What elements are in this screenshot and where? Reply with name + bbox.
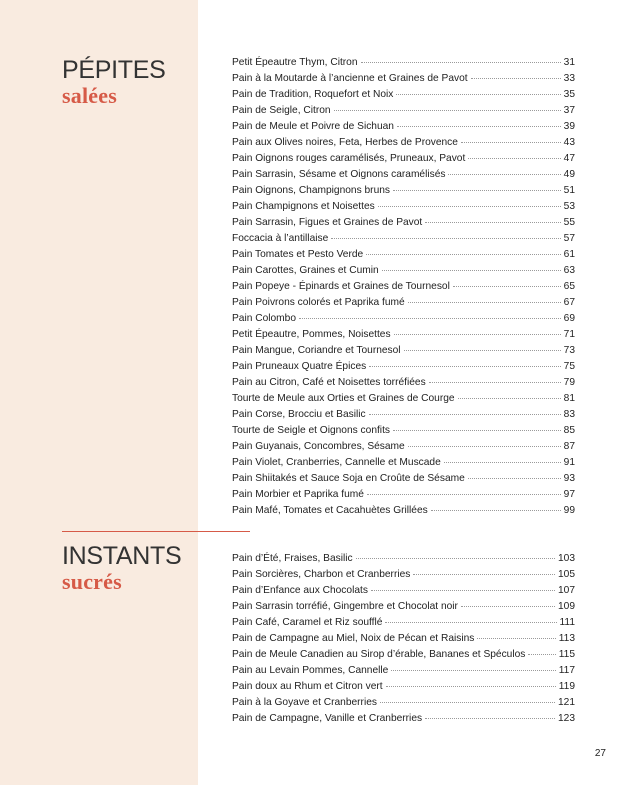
toc-leader-dots bbox=[371, 590, 555, 591]
toc-entry-title: Pain Poivrons colorés et Paprika fumé bbox=[232, 297, 405, 308]
toc-leader-dots bbox=[461, 606, 555, 607]
toc-entry-title: Pain Mangue, Coriandre et Tournesol bbox=[232, 345, 401, 356]
toc-entry-page: 33 bbox=[563, 73, 575, 84]
toc-entry-page: 103 bbox=[558, 553, 575, 564]
toc-entry-title: Foccacia à l’antillaise bbox=[232, 233, 329, 244]
toc-leader-dots bbox=[369, 366, 560, 367]
toc-leader-dots bbox=[408, 302, 561, 303]
side-panel bbox=[0, 0, 198, 785]
toc-entry[interactable] bbox=[232, 631, 575, 647]
section-heading-pepites bbox=[62, 57, 166, 108]
toc-leader-dots bbox=[425, 222, 560, 223]
toc-entry[interactable] bbox=[232, 567, 575, 583]
toc-entry[interactable] bbox=[232, 151, 575, 167]
toc-entry-title: Pain à la Goyave et Cranberries bbox=[232, 697, 377, 708]
toc-leader-dots bbox=[396, 94, 560, 95]
toc-entry-page: 119 bbox=[558, 681, 575, 692]
toc-entry-title: Pain Corse, Brocciu et Basilic bbox=[232, 409, 366, 420]
toc-entry-title: Pain d’Enfance aux Chocolats bbox=[232, 585, 368, 596]
toc-entry[interactable] bbox=[232, 103, 575, 119]
toc-leader-dots bbox=[429, 382, 561, 383]
toc-leader-dots bbox=[477, 638, 555, 639]
toc-entry-title: Pain de Meule Canadien au Sirop d’érable, Bananes et Spéculos bbox=[232, 649, 526, 660]
toc-leader-dots bbox=[468, 478, 561, 479]
toc-entry[interactable] bbox=[232, 679, 575, 695]
toc-entry[interactable] bbox=[232, 279, 575, 295]
toc-entry-page: 121 bbox=[558, 697, 575, 708]
toc-leader-dots bbox=[461, 142, 561, 143]
toc-entry-title: Tourte de Seigle et Oignons confits bbox=[232, 425, 390, 436]
section-subtitle: salées bbox=[62, 83, 117, 108]
toc-entry-title: Pain aux Olives noires, Feta, Herbes de Provence bbox=[232, 137, 458, 148]
page-number: 27 bbox=[594, 748, 606, 759]
section-title: PÉPITES bbox=[62, 56, 166, 84]
toc-entry-page: 97 bbox=[563, 489, 575, 500]
toc-entry-page: 39 bbox=[563, 121, 575, 132]
toc-leader-dots bbox=[385, 622, 556, 623]
toc-entry[interactable] bbox=[232, 551, 575, 567]
toc-entry-title: Pain Popeye - Épinards et Graines de Tournesol bbox=[232, 281, 450, 292]
toc-entry[interactable] bbox=[232, 503, 575, 519]
toc-leader-dots bbox=[397, 126, 561, 127]
toc-leader-dots bbox=[334, 110, 561, 111]
toc-entry-page: 53 bbox=[563, 201, 575, 212]
toc-leader-dots bbox=[361, 62, 561, 63]
toc-entry-title: Pain Shiitakés et Sauce Soja en Croûte de Sésame bbox=[232, 473, 465, 484]
toc-entry-title: Pain de Campagne, Vanille et Cranberries bbox=[232, 713, 423, 724]
toc-entry[interactable] bbox=[232, 711, 575, 727]
toc-entry-page: 93 bbox=[563, 473, 575, 484]
toc-entry[interactable] bbox=[232, 391, 575, 407]
toc-entry-title: Pain Morbier et Paprika fumé bbox=[232, 489, 364, 500]
toc-leader-dots bbox=[356, 558, 555, 559]
toc-entry[interactable] bbox=[232, 311, 575, 327]
toc-entry-page: 117 bbox=[558, 665, 575, 676]
toc-entry[interactable] bbox=[232, 599, 575, 615]
toc-entry-page: 99 bbox=[563, 505, 575, 516]
toc-entry-title: Pain au Citron, Café et Noisettes torréfiées bbox=[232, 377, 426, 388]
toc-leader-dots bbox=[471, 78, 561, 79]
toc-entry-title: Pain Oignons rouges caramélisés, Pruneaux, Pavot bbox=[232, 153, 466, 164]
toc-entry-title: Pain Sarrasin torréfié, Gingembre et Chocolat noir bbox=[232, 601, 458, 612]
toc-entry-page: 55 bbox=[563, 217, 575, 228]
toc-entry[interactable] bbox=[232, 375, 575, 391]
toc-leader-dots bbox=[425, 718, 555, 719]
toc-entry[interactable] bbox=[232, 87, 575, 103]
toc-leader-dots bbox=[393, 190, 561, 191]
toc-entry-title: Pain de Meule et Poivre de Sichuan bbox=[232, 121, 394, 132]
toc-entry-title: Tourte de Meule aux Orties et Graines de Courge bbox=[232, 393, 455, 404]
toc-entry-title: Pain Carottes, Graines et Cumin bbox=[232, 265, 379, 276]
toc-entry[interactable] bbox=[232, 407, 575, 423]
toc-entry[interactable] bbox=[232, 455, 575, 471]
toc-entry-page: 61 bbox=[563, 249, 575, 260]
toc-entry[interactable] bbox=[232, 327, 575, 343]
toc-leader-dots bbox=[394, 334, 561, 335]
toc-list-pepites bbox=[232, 55, 575, 519]
toc-leader-dots bbox=[448, 174, 560, 175]
toc-leader-dots bbox=[378, 206, 561, 207]
toc-entry-page: 37 bbox=[563, 105, 575, 116]
toc-entry-page: 115 bbox=[558, 649, 575, 660]
toc-leader-dots bbox=[331, 238, 560, 239]
toc-entry-title: Pain à la Moutarde à l’ancienne et Graines de Pavot bbox=[232, 73, 468, 84]
toc-leader-dots bbox=[408, 446, 561, 447]
toc-leader-dots bbox=[369, 414, 561, 415]
toc-entry-page: 79 bbox=[563, 377, 575, 388]
toc-entry-title: Pain Mafé, Tomates et Cacahuètes Grillées bbox=[232, 505, 428, 516]
toc-entry-page: 107 bbox=[558, 585, 575, 596]
toc-entry-page: 47 bbox=[563, 153, 575, 164]
toc-entry-page: 31 bbox=[563, 57, 575, 68]
toc-entry[interactable] bbox=[232, 71, 575, 87]
toc-entry[interactable] bbox=[232, 343, 575, 359]
toc-entry[interactable] bbox=[232, 663, 575, 679]
toc-list-instants bbox=[232, 551, 575, 727]
toc-leader-dots bbox=[453, 286, 561, 287]
toc-entry[interactable] bbox=[232, 199, 575, 215]
toc-entry-title: Pain de Seigle, Citron bbox=[232, 105, 331, 116]
toc-entry[interactable] bbox=[232, 183, 575, 199]
toc-entry-page: 67 bbox=[563, 297, 575, 308]
toc-leader-dots bbox=[366, 254, 560, 255]
toc-leader-dots bbox=[391, 670, 555, 671]
toc-entry-page: 69 bbox=[563, 313, 575, 324]
toc-leader-dots bbox=[431, 510, 561, 511]
toc-entry-title: Pain Champignons et Noisettes bbox=[232, 201, 375, 212]
toc-leader-dots bbox=[468, 158, 560, 159]
toc-entry-page: 83 bbox=[563, 409, 575, 420]
toc-entry-title: Pain Sorcières, Charbon et Cranberries bbox=[232, 569, 411, 580]
toc-entry-page: 75 bbox=[563, 361, 575, 372]
toc-entry-page: 51 bbox=[563, 185, 575, 196]
toc-entry-title: Pain Sarrasin, Sésame et Oignons caramélisés bbox=[232, 169, 446, 180]
toc-entry[interactable] bbox=[232, 55, 575, 71]
toc-entry[interactable] bbox=[232, 167, 575, 183]
section-divider bbox=[62, 531, 250, 532]
toc-entry-page: 63 bbox=[563, 265, 575, 276]
toc-leader-dots bbox=[367, 494, 561, 495]
toc-leader-dots bbox=[413, 574, 555, 575]
toc-leader-dots bbox=[404, 350, 561, 351]
toc-entry-title: Pain d’Été, Fraises, Basilic bbox=[232, 553, 353, 564]
toc-leader-dots bbox=[528, 654, 555, 655]
toc-entry-page: 81 bbox=[563, 393, 575, 404]
section-subtitle: sucrés bbox=[62, 569, 122, 594]
toc-entry-title: Pain Violet, Cranberries, Cannelle et Muscade bbox=[232, 457, 441, 468]
toc-entry-title: Pain Café, Caramel et Riz soufflé bbox=[232, 617, 383, 628]
toc-entry-page: 57 bbox=[563, 233, 575, 244]
toc-entry-title: Pain Oignons, Champignons bruns bbox=[232, 185, 391, 196]
toc-entry[interactable] bbox=[232, 583, 575, 599]
toc-entry-title: Pain doux au Rhum et Citron vert bbox=[232, 681, 383, 692]
toc-leader-dots bbox=[393, 430, 561, 431]
toc-entry[interactable] bbox=[232, 471, 575, 487]
toc-entry[interactable] bbox=[232, 359, 575, 375]
toc-entry-page: 65 bbox=[563, 281, 575, 292]
toc-entry-page: 35 bbox=[563, 89, 575, 100]
toc-leader-dots bbox=[386, 686, 556, 687]
toc-entry[interactable] bbox=[232, 647, 575, 663]
toc-entry-page: 105 bbox=[558, 569, 575, 580]
toc-entry[interactable] bbox=[232, 439, 575, 455]
toc-entry[interactable] bbox=[232, 423, 575, 439]
toc-leader-dots bbox=[458, 398, 561, 399]
toc-entry-title: Pain Tomates et Pesto Verde bbox=[232, 249, 364, 260]
toc-entry[interactable] bbox=[232, 247, 575, 263]
toc-entry-page: 71 bbox=[563, 329, 575, 340]
toc-entry-title: Pain Pruneaux Quatre Épices bbox=[232, 361, 367, 372]
toc-entry[interactable] bbox=[232, 487, 575, 503]
toc-entry[interactable] bbox=[232, 263, 575, 279]
toc-entry[interactable] bbox=[232, 295, 575, 311]
toc-entry-page: 43 bbox=[563, 137, 575, 148]
toc-entry[interactable] bbox=[232, 231, 575, 247]
toc-leader-dots bbox=[299, 318, 561, 319]
section-heading-instants bbox=[62, 543, 181, 594]
toc-entry-page: 109 bbox=[558, 601, 575, 612]
toc-entry-title: Pain de Tradition, Roquefort et Noix bbox=[232, 89, 394, 100]
toc-entry-page: 113 bbox=[558, 633, 575, 644]
toc-leader-dots bbox=[444, 462, 561, 463]
toc-leader-dots bbox=[382, 270, 561, 271]
toc-entry[interactable] bbox=[232, 215, 575, 231]
toc-entry-page: 85 bbox=[563, 425, 575, 436]
toc-entry-title: Pain Colombo bbox=[232, 313, 296, 324]
toc-entry-page: 123 bbox=[558, 713, 575, 724]
toc-entry[interactable] bbox=[232, 135, 575, 151]
section-title: INSTANTS bbox=[62, 542, 182, 570]
toc-entry-title: Petit Épeautre Thym, Citron bbox=[232, 57, 358, 68]
toc-entry-page: 49 bbox=[563, 169, 575, 180]
toc-entry-title: Pain au Levain Pommes, Cannelle bbox=[232, 665, 389, 676]
toc-entry[interactable] bbox=[232, 615, 575, 631]
toc-leader-dots bbox=[380, 702, 555, 703]
toc-entry-title: Petit Épeautre, Pommes, Noisettes bbox=[232, 329, 391, 340]
toc-entry-title: Pain de Campagne au Miel, Noix de Pécan et Raisins bbox=[232, 633, 475, 644]
toc-entry-page: 111 bbox=[559, 617, 575, 628]
toc-entry-title: Pain Guyanais, Concombres, Sésame bbox=[232, 441, 405, 452]
toc-entry[interactable] bbox=[232, 119, 575, 135]
toc-entry[interactable] bbox=[232, 695, 575, 711]
toc-entry-page: 91 bbox=[563, 457, 575, 468]
toc-entry-page: 73 bbox=[563, 345, 575, 356]
toc-entry-page: 87 bbox=[563, 441, 575, 452]
toc-entry-title: Pain Sarrasin, Figues et Graines de Pavot bbox=[232, 217, 423, 228]
